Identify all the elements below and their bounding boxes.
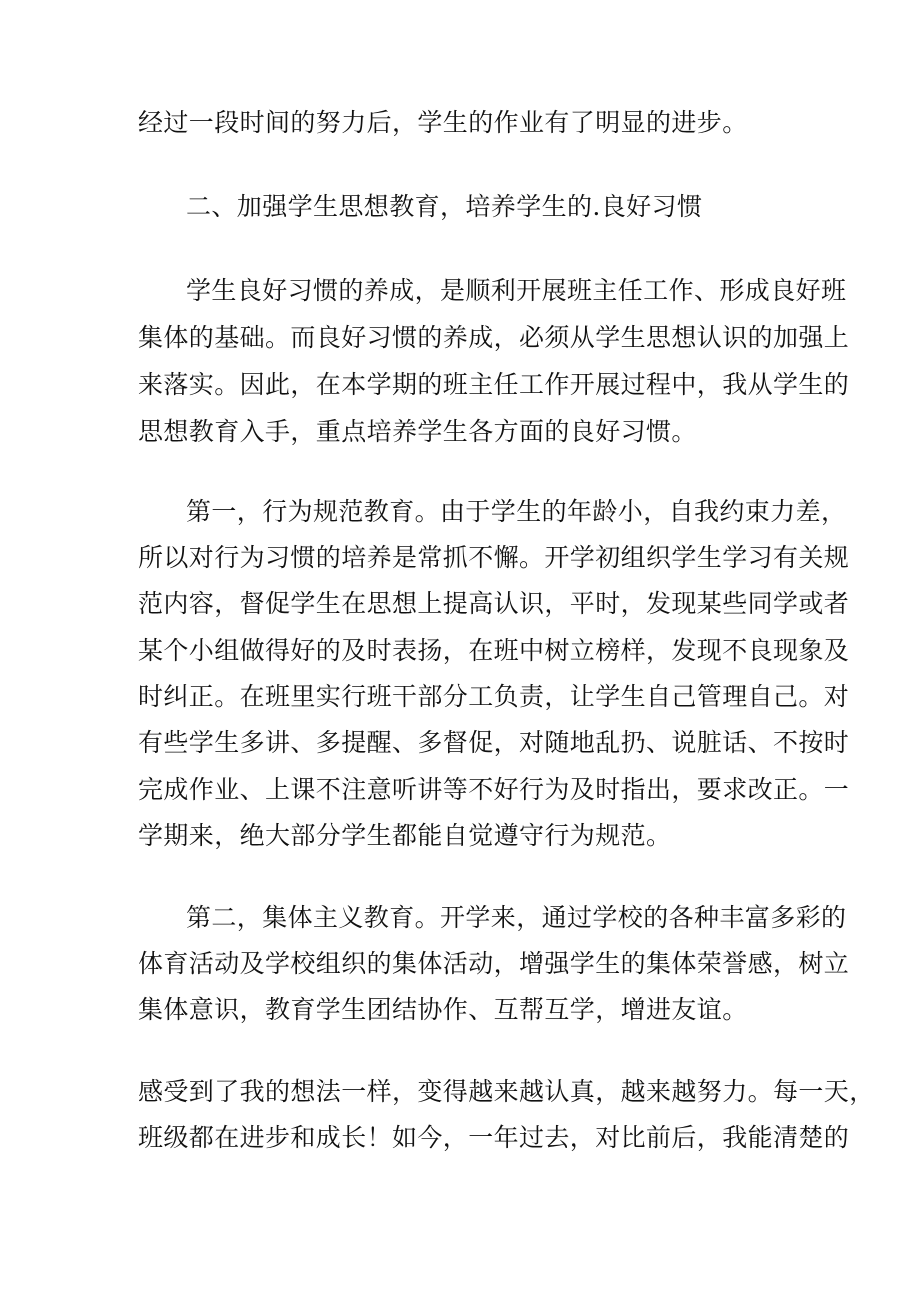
text-line: 体育活动及学校组织的集体活动，增强学生的集体荣誉感，树立 [138, 949, 850, 978]
text-line: 范内容，督促学生在思想上提高认识，平时，发现某些同学或者 [138, 589, 850, 618]
text-line: 集体意识，教育学生团结协作、互帮互学，增进友谊。 [138, 995, 748, 1024]
text-line: 感受到了我的想法一样，变得越来越认真，越来越努力。每一天， [138, 1077, 875, 1106]
text-line: 第一，行为规范教育。由于学生的年龄小，自我约束力差， [186, 497, 847, 526]
text-line: 学生良好习惯的养成，是顺利开展班主任工作、形成良好班 [186, 276, 847, 305]
text-line: 经过一段时间的努力后，学生的作业有了明显的进步。 [138, 108, 748, 137]
text-line: 所以对行为习惯的培养是常抓不懈。开学初组织学生学习有关规 [138, 543, 850, 572]
text-line: 集体的基础。而良好习惯的养成，必须从学生思想认识的加强上 [138, 323, 850, 352]
text-line: 完成作业、上课不注意听讲等不好行为及时指出，要求改正。一 [138, 775, 850, 804]
text-line: 学期来，绝大部分学生都能自觉遵守行为规范。 [138, 821, 672, 850]
section-heading: 二、加强学生思想教育，培养学生的.良好习惯 [186, 192, 703, 221]
text-line: 思想教育入手，重点培养学生各方面的良好习惯。 [138, 417, 697, 446]
text-line: 某个小组做得好的及时表扬，在班中树立榜样，发现不良现象及 [138, 636, 850, 665]
text-line: 有些学生多讲、多提醒、多督促，对随地乱扔、说脏话、不按时 [138, 728, 850, 757]
text-line: 来落实。因此，在本学期的班主任工作开展过程中，我从学生的 [138, 370, 850, 399]
text-line: 班级都在进步和成长！如今，一年过去，对比前后，我能清楚的 [138, 1123, 850, 1152]
text-line: 时纠正。在班里实行班干部分工负责，让学生自己管理自己。对 [138, 682, 850, 711]
text-line: 第二，集体主义教育。开学来，通过学校的各种丰富多彩的 [186, 903, 847, 932]
